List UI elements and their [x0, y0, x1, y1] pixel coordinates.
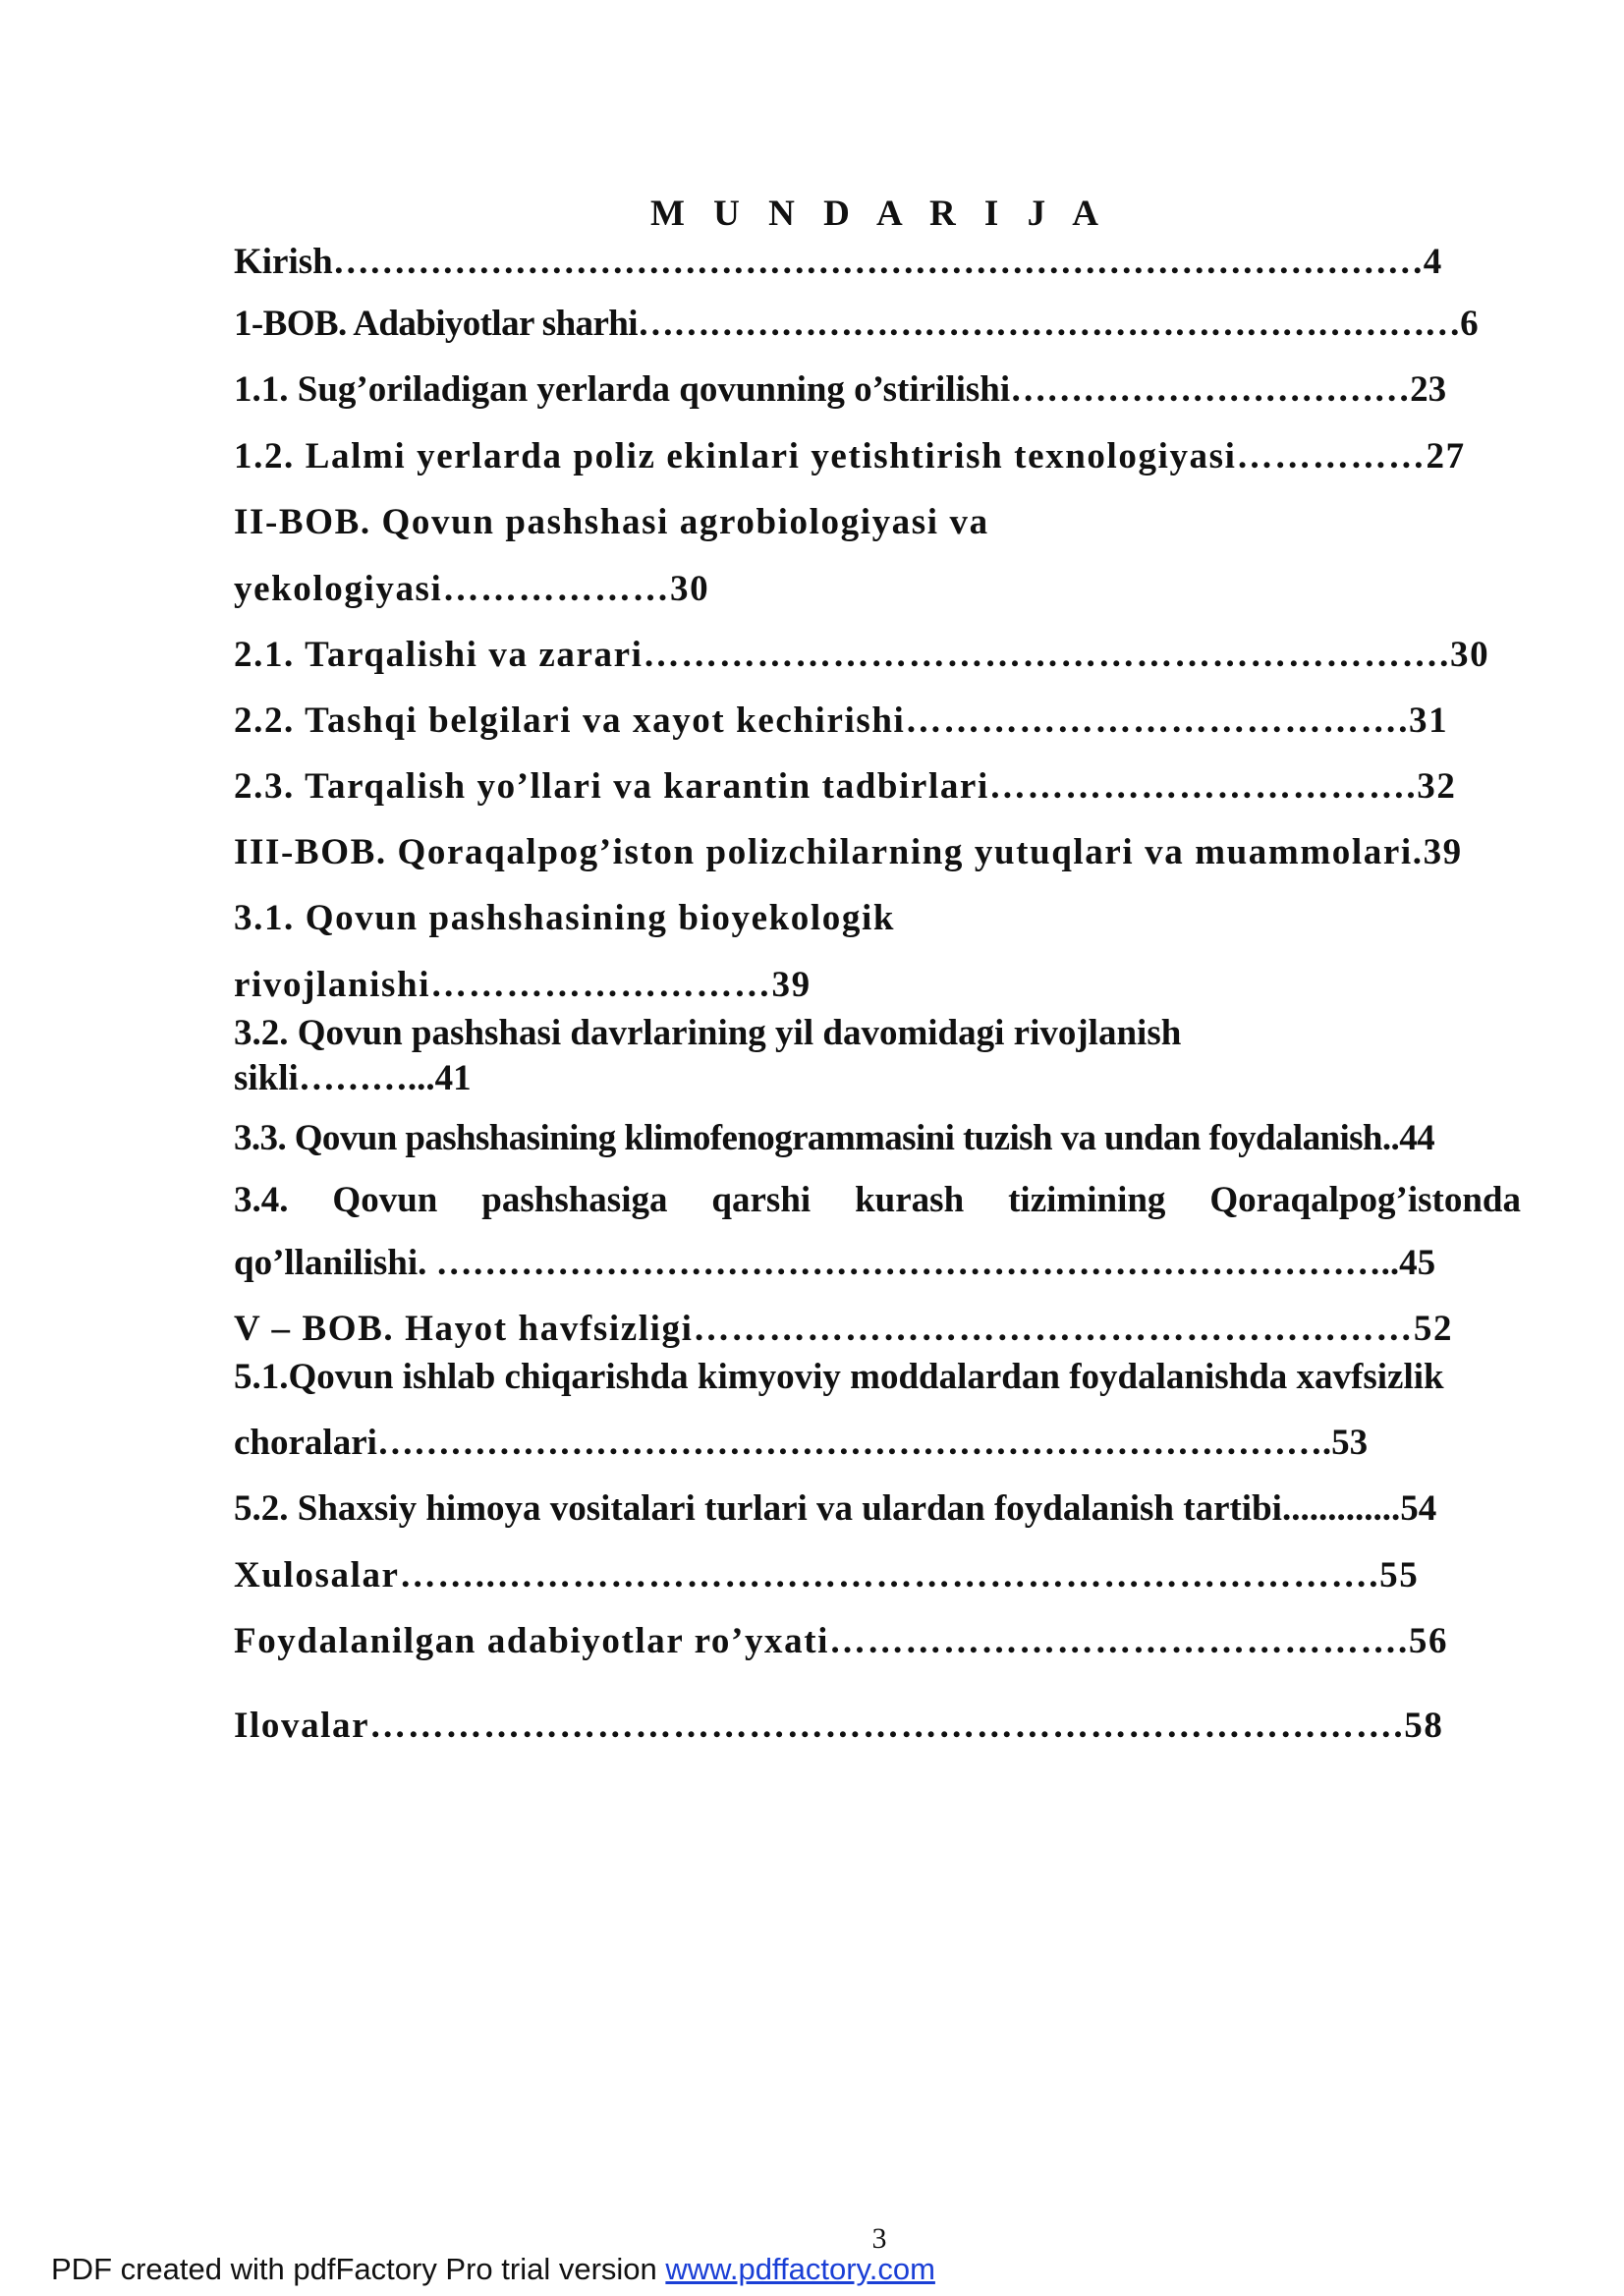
- toc-entry-bob-2-line-2[interactable]: yekologiyasi………………30: [234, 569, 710, 609]
- toc-entry-3-1-line-1[interactable]: 3.1. Qovun pashshasining bioyekologik: [234, 898, 896, 938]
- page-number: 3: [871, 2222, 887, 2255]
- toc-entry-kirish[interactable]: Kirish………………………………………………………………………………4: [234, 242, 1442, 282]
- toc-entry-1-1[interactable]: 1.1. Sug’oriladigan yerlarda qovunning o’stirilishi……………………………23: [234, 369, 1447, 410]
- toc-entry-2-3[interactable]: 2.3. Tarqalish yo’llari va karantin tadbirlari…………………………….32: [234, 766, 1457, 807]
- toc-entry-bob-5[interactable]: V – BOB. Hayot havfsizligi…………………………………………………52: [234, 1309, 1454, 1349]
- toc-word: 3.4.: [234, 1180, 289, 1220]
- toc-entry-3-3[interactable]: 3.3. Qovun pashshasining klimofenogrammasini tuzish va undan foydalanish..44: [234, 1118, 1435, 1158]
- toc-entry-5-1-line-1[interactable]: 5.1.Qovun ishlab chiqarishda kimyoviy moddalardan foydalanishda xavfsizlik: [234, 1357, 1444, 1397]
- toc-word: pashshasiga: [481, 1180, 668, 1220]
- toc-entry-3-4-line-2[interactable]: qo’llanilishi. ……………………………………………………………………..45: [234, 1243, 1436, 1283]
- toc-word: qarshi: [711, 1180, 812, 1220]
- toc-entry-1-2[interactable]: 1.2. Lalmi yerlarda poliz ekinlari yetishtirish texnologiyasi……………27: [234, 436, 1466, 476]
- footer-link[interactable]: www.pdffactory.com: [665, 2252, 935, 2286]
- toc-entry-5-1-line-2[interactable]: choralari…………………………………………………………………….53: [234, 1423, 1369, 1463]
- toc-entry-5-2[interactable]: 5.2. Shaxsiy himoya vositalari turlari va ulardan foydalanish tartibi.............54: [234, 1488, 1437, 1529]
- toc-entry-xulosalar[interactable]: Xulosalar……..…………………………………………………………….55: [234, 1555, 1420, 1596]
- toc-title: M U N D A R I J A: [649, 194, 1109, 234]
- toc-entry-bob-3[interactable]: III-BOB. Qoraqalpog’iston polizchilarning yutuqlari va muammolari.39: [234, 832, 1463, 872]
- toc-word: tizimining: [1008, 1180, 1166, 1220]
- toc-entry-2-2[interactable]: 2.2. Tashqi belgilari va xayot kechirishi………………………………….31: [234, 700, 1449, 741]
- toc-entry-adabiyotlar[interactable]: Foydalanilgan adabiyotlar ro’yxati……………………………………….56: [234, 1621, 1449, 1661]
- toc-word: Qovun: [332, 1180, 438, 1220]
- footer-text: PDF created with pdfFactory Pro trial version: [51, 2252, 666, 2286]
- toc-word: Qoraqalpog’istonda: [1209, 1180, 1521, 1220]
- toc-entry-3-4-line-1[interactable]: [234, 1179, 1521, 1222]
- toc-entry-3-2-line-2[interactable]: sikli………...41: [234, 1058, 472, 1098]
- toc-entry-ilovalar[interactable]: Ilovalar……………………………………………………………………….58: [234, 1706, 1444, 1746]
- toc-entry-2-1[interactable]: 2.1. Tarqalishi va zarari……………………………………………………….30: [234, 635, 1490, 675]
- toc-word: kurash: [855, 1180, 965, 1220]
- toc-entry-bob-1[interactable]: 1-BOB. Adabiyotlar sharhi……………………………………………………………6: [234, 304, 1479, 344]
- pdf-footer: [51, 2252, 935, 2287]
- toc-entry-3-2-line-1[interactable]: 3.2. Qovun pashshasi davrlarining yil davomidagi rivojlanish: [234, 1013, 1182, 1053]
- toc-entry-bob-2-line-1[interactable]: II-BOB. Qovun pashshasi agrobiologiyasi va: [234, 502, 989, 542]
- toc-entry-3-1-line-2[interactable]: rivojlanishi………………………39: [234, 965, 812, 1005]
